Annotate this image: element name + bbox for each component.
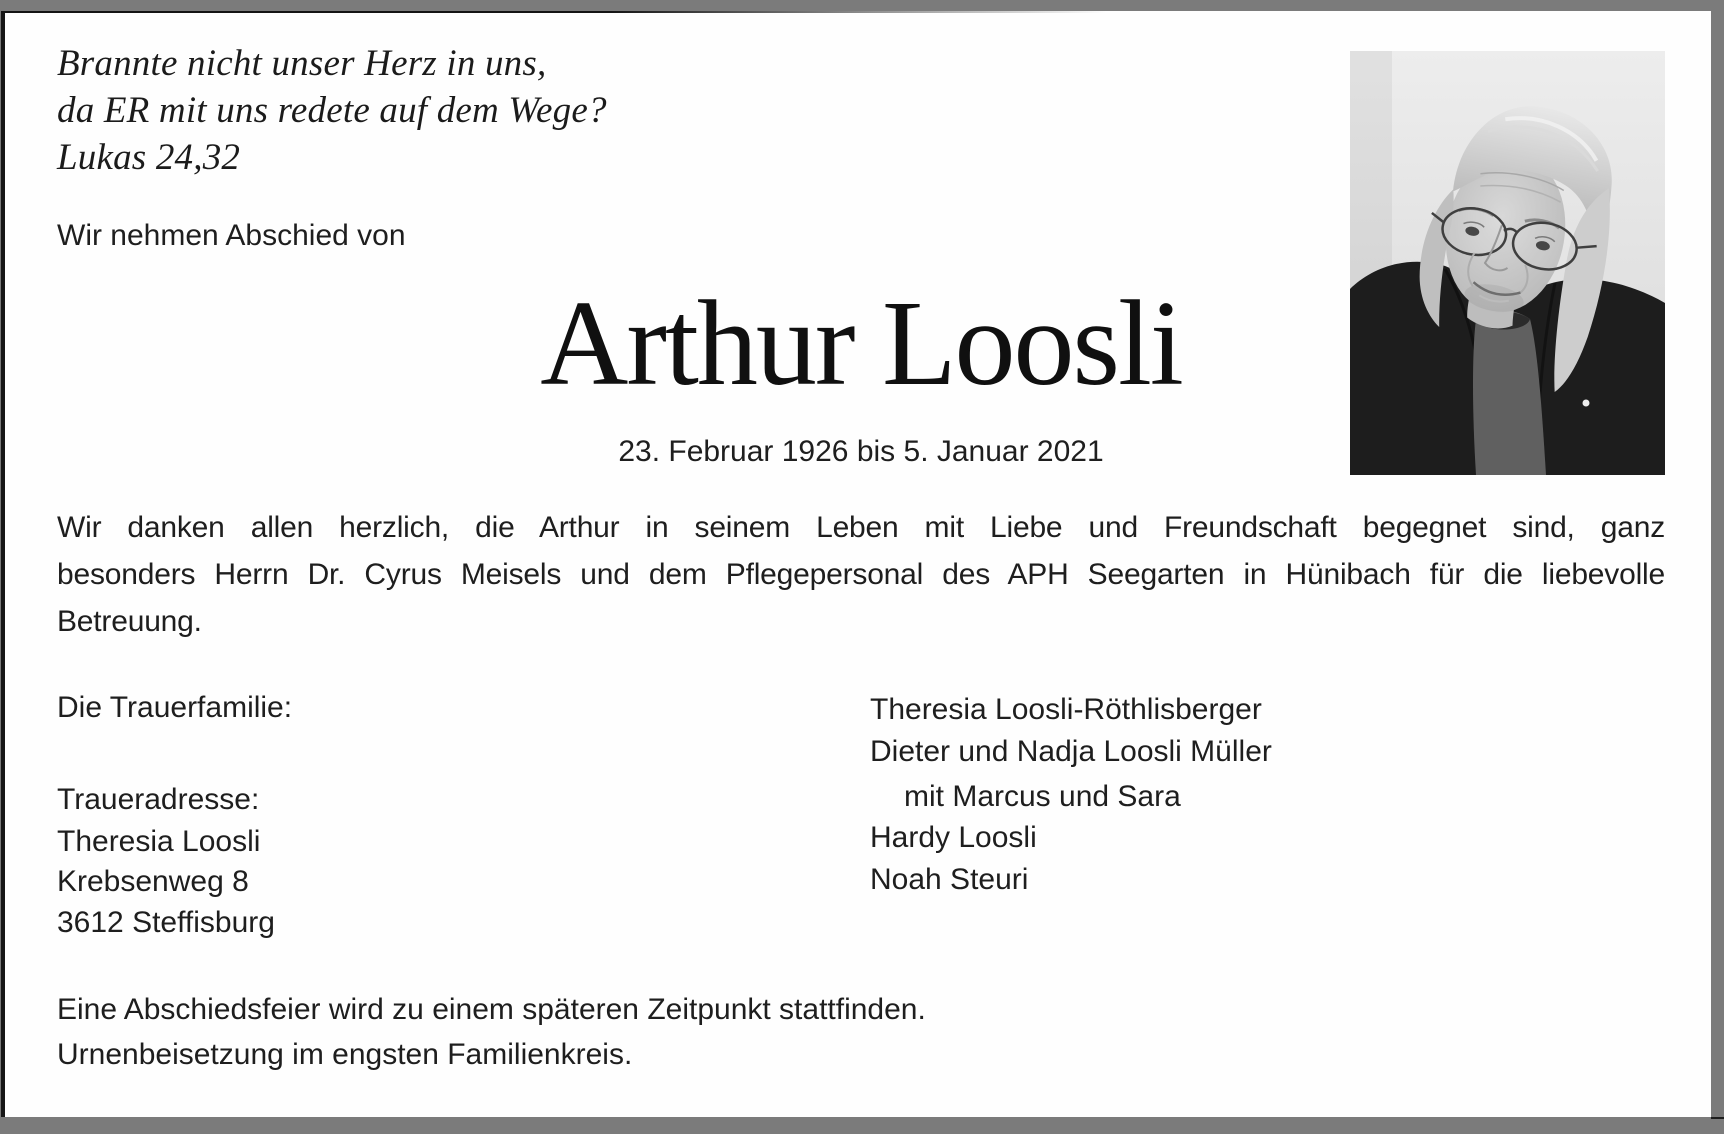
family-member: mit Marcus und Sara <box>904 780 1181 813</box>
family-label: Die Trauerfamilie: <box>57 691 293 724</box>
address-label: Traueradresse: <box>57 783 260 816</box>
obituary-page <box>1 11 1711 1117</box>
thanks-line: besonders Herrn Dr. Cyrus Meisels und dem Pflegepersonal des APH Seegarten in Hünibach für die liebevolle <box>57 558 1665 591</box>
ceremony-line: Urnenbeisetzung im engsten Familienkreis. <box>57 1038 633 1071</box>
ceremony-info <box>57 987 926 1077</box>
quote-line: da ER mit uns redete auf dem Wege? <box>57 90 607 131</box>
address-line: Theresia Loosli <box>57 825 261 858</box>
life-dates: 23. Februar 1926 bis 5. Januar 2021 <box>618 435 1104 468</box>
thanks-line: Betreuung. <box>57 605 202 638</box>
deceased-name: Arthur Loosli <box>540 276 1182 411</box>
address-line: Krebsenweg 8 <box>57 865 249 898</box>
bible-quote <box>57 40 607 181</box>
address-line: 3612 Steffisburg <box>57 906 275 939</box>
mourning-family-column <box>57 687 817 947</box>
thanks-paragraph <box>57 504 1665 645</box>
family-member: Dieter und Nadja Loosli Müller <box>870 735 1272 768</box>
farewell-intro: Wir nehmen Abschied von <box>57 219 406 252</box>
ceremony-line: Eine Abschiedsfeier wird zu einem späteren Zeitpunkt stattfinden. <box>57 993 926 1026</box>
family-members-column <box>870 689 1630 909</box>
scan-shadow-tick <box>1711 1117 1724 1119</box>
portrait-illustration <box>1350 51 1665 475</box>
family-member: Noah Steuri <box>870 863 1029 896</box>
quote-reference: Lukas 24,32 <box>57 137 241 178</box>
scan-edge-line <box>1 11 1106 13</box>
thanks-line: Wir danken allen herzlich, die Arthur in seinem Leben mit Liebe und Freundschaft begegnet sind, ganz <box>57 511 1665 544</box>
family-member: Hardy Loosli <box>870 821 1037 854</box>
quote-line: Brannte nicht unser Herz in uns, <box>57 43 547 84</box>
portrait-photo <box>1350 51 1665 475</box>
family-member: Theresia Loosli-Röthlisberger <box>870 693 1262 726</box>
